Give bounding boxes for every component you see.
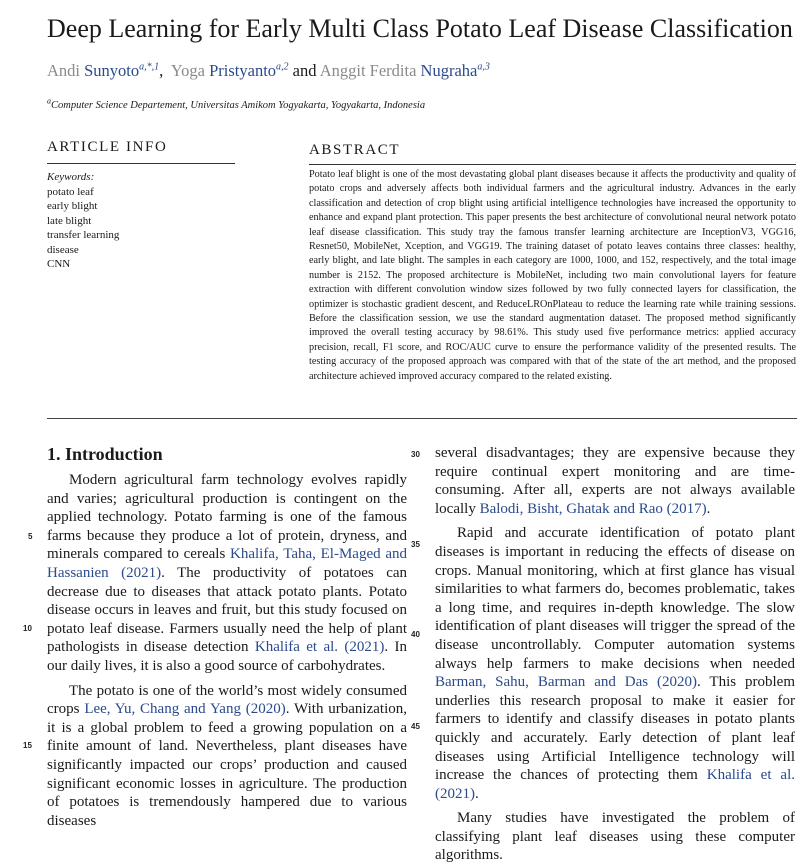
author-1-affil[interactable]: a,*,1: [139, 61, 160, 73]
citation-link[interactable]: Lee, Yu, Chang and Yang (2020): [84, 701, 286, 718]
citation-link[interactable]: Khalifa et al. (2021): [435, 767, 795, 802]
keywords-label: Keywords:: [47, 171, 95, 183]
author-3[interactable]: Anggit Ferdita Nugraha: [319, 61, 478, 80]
author-3-affil[interactable]: a,3: [477, 61, 490, 73]
line-number: 40: [411, 630, 420, 639]
keyword: late blight: [47, 214, 92, 227]
keyword: potato leaf: [47, 185, 94, 198]
abstract-rule: [309, 164, 796, 165]
citation-link[interactable]: Barman, Sahu, Barman and Das (2020): [435, 674, 698, 691]
line-number: 5: [28, 532, 33, 541]
author-2-affil[interactable]: a,2: [276, 61, 289, 73]
paragraph: Modern agricultural farm technology evolves rapidly and varies; agricultural production is contingent on the applied technology. Potato farming is one of the famous farms because they produce a lot of protein, dryness, and minerals compared to cereals Khalifa, Taha, El-Maged and Hassanien (2021). The productivity of potatoes can decrease due to diseases that attack potato plants. Potato disease occurs in leaves and fruit, but this study focused on potato leaf disease. Farmers usually need the help of plant pathologists in disease detection Khalifa et al. (2021). In our daily lives, it is also a good source of carbohydrates.: [47, 472, 408, 674]
line-number: 30: [411, 450, 420, 459]
keyword: CNN: [47, 258, 71, 270]
abstract-heading: ABSTRACT: [309, 142, 401, 158]
body-divider: [47, 418, 797, 419]
keyword: early blight: [47, 200, 98, 212]
body-column-left: [47, 441, 407, 830]
author-1[interactable]: Andi Sunyoto: [47, 61, 140, 80]
abstract-text: Potato leaf blight is one of the most devastating global plant diseases because it affects the productivity and quality of potato crops and adversely affects both individual farmers and the agricultural industry. Advances in the early classification and detection of crop blight using artificial intelligence technologies have increased the opportunity to enhance and expand plant protection. This paper presents the best architecture of convolutional neural network potato leaf disease classification. This study tray the famous transfer learning architecture are InceptionV3, VGG16, Resnet50, MobileNet, Xception, and VGG19. The training dataset of potato leaves contains three classes: healthy, early blight, and late blight. The samples in each category are 1000, 1000, and 152, respectively, and the total image number is 2152. The proposed architecture is MobileNet, including two main convolutional layers for feature extraction with different convolution window sizes followed by two fully connected layers for classification, the optimizer is stochastic gradient descent, and ReduceLROnPlateau to reduce the learning rate while training sessions. Before the classification session, we use the standard augmentation dataset. The proposed method significantly improved the overall testing accuracy by 98.61%. This study used five performance metrics: applied accuracy precision, recall, F1 score, and ROC/AUC curve to ensure the performance validity of the presented results. The testing accuracy of the proposed approach was compared with that of the state of the art method, and the proposed architecture achieved improved accuracy compared to the related existing.: [309, 169, 796, 382]
paragraph: Many studies have investigated the problem of classifying plant leaf diseases using these computer algorithms.: [435, 810, 795, 864]
author-list: Andi Sunyoto$^{a,*,1}$, Yoga Pristyanto$^{a,2}$ and Anggit Ferdita Nugraha$^{a,3}$: [47, 61, 490, 80]
paragraph: The potato is one of the world’s most widely consumed crops Lee, Yu, Chang and Yang (2020). With urbanization, it is a global problem to feed a growing population on a finite amount of land. Nevertheless, plant diseases have significantly impacted our crops’ production and caused significant economic losses in agriculture. The production of potatoes is tremendously hampered due to various diseases: [47, 682, 407, 829]
keyword: transfer learning: [47, 229, 120, 241]
article-info-rule: [47, 163, 235, 164]
body-column-right: [435, 444, 795, 865]
line-number: 10: [23, 624, 32, 633]
keywords-block: [47, 170, 237, 272]
article-info-heading: ARTICLE INFO: [47, 139, 168, 155]
citation-link[interactable]: Balodi, Bisht, Ghatak and Rao (2017): [479, 500, 707, 517]
author-2[interactable]: Yoga Pristyanto: [170, 61, 277, 80]
citation-link[interactable]: Khalifa, Taha, El-Maged and Hassanien (2021): [47, 546, 407, 581]
line-number: 35: [411, 540, 420, 549]
affiliation: $^a$Computer Science Departement, Universitas Amikom Yogyakarta, Yogyakarta, Indonesia: [47, 96, 426, 111]
citation-link[interactable]: Khalifa et al. (2021): [254, 639, 385, 656]
paragraph: Rapid and accurate identification of potato plant diseases is important in reducing the effects of disease on crops. Manual monitoring, which at first glance has visual similarities to what farmers do, becomes problematic, takes a long time, and requires in-depth knowledge. The slow identification of plant diseases will trigger the spread of the disease uncontrollably. Computer automation systems always help farmers to make decisions when needed Barman, Sahu, Barman and Das (2020). This problem underlies this research proposal to make it easier for farmers to identify and classify diseases in potato plants quickly and accurately. Early detection of plant leaf diseases using Artificial Intelligence technology will increase the chances of protecting them Khalifa et al. (2021).: [435, 525, 795, 802]
line-number: 45: [411, 722, 420, 731]
paragraph: several disadvantages; they are expensive because they require continual expert monitoring and are time-consuming. After all, experts are not always available locally Balodi, Bisht, Ghatak and Rao (2017).: [435, 445, 795, 517]
line-number: 15: [23, 741, 32, 750]
keyword: disease: [47, 243, 79, 256]
paper-title: Deep Learning for Early Multi Class Potato Leaf Disease Classification: [47, 14, 793, 43]
section-heading-introduction: 1. Introduction: [47, 444, 163, 464]
